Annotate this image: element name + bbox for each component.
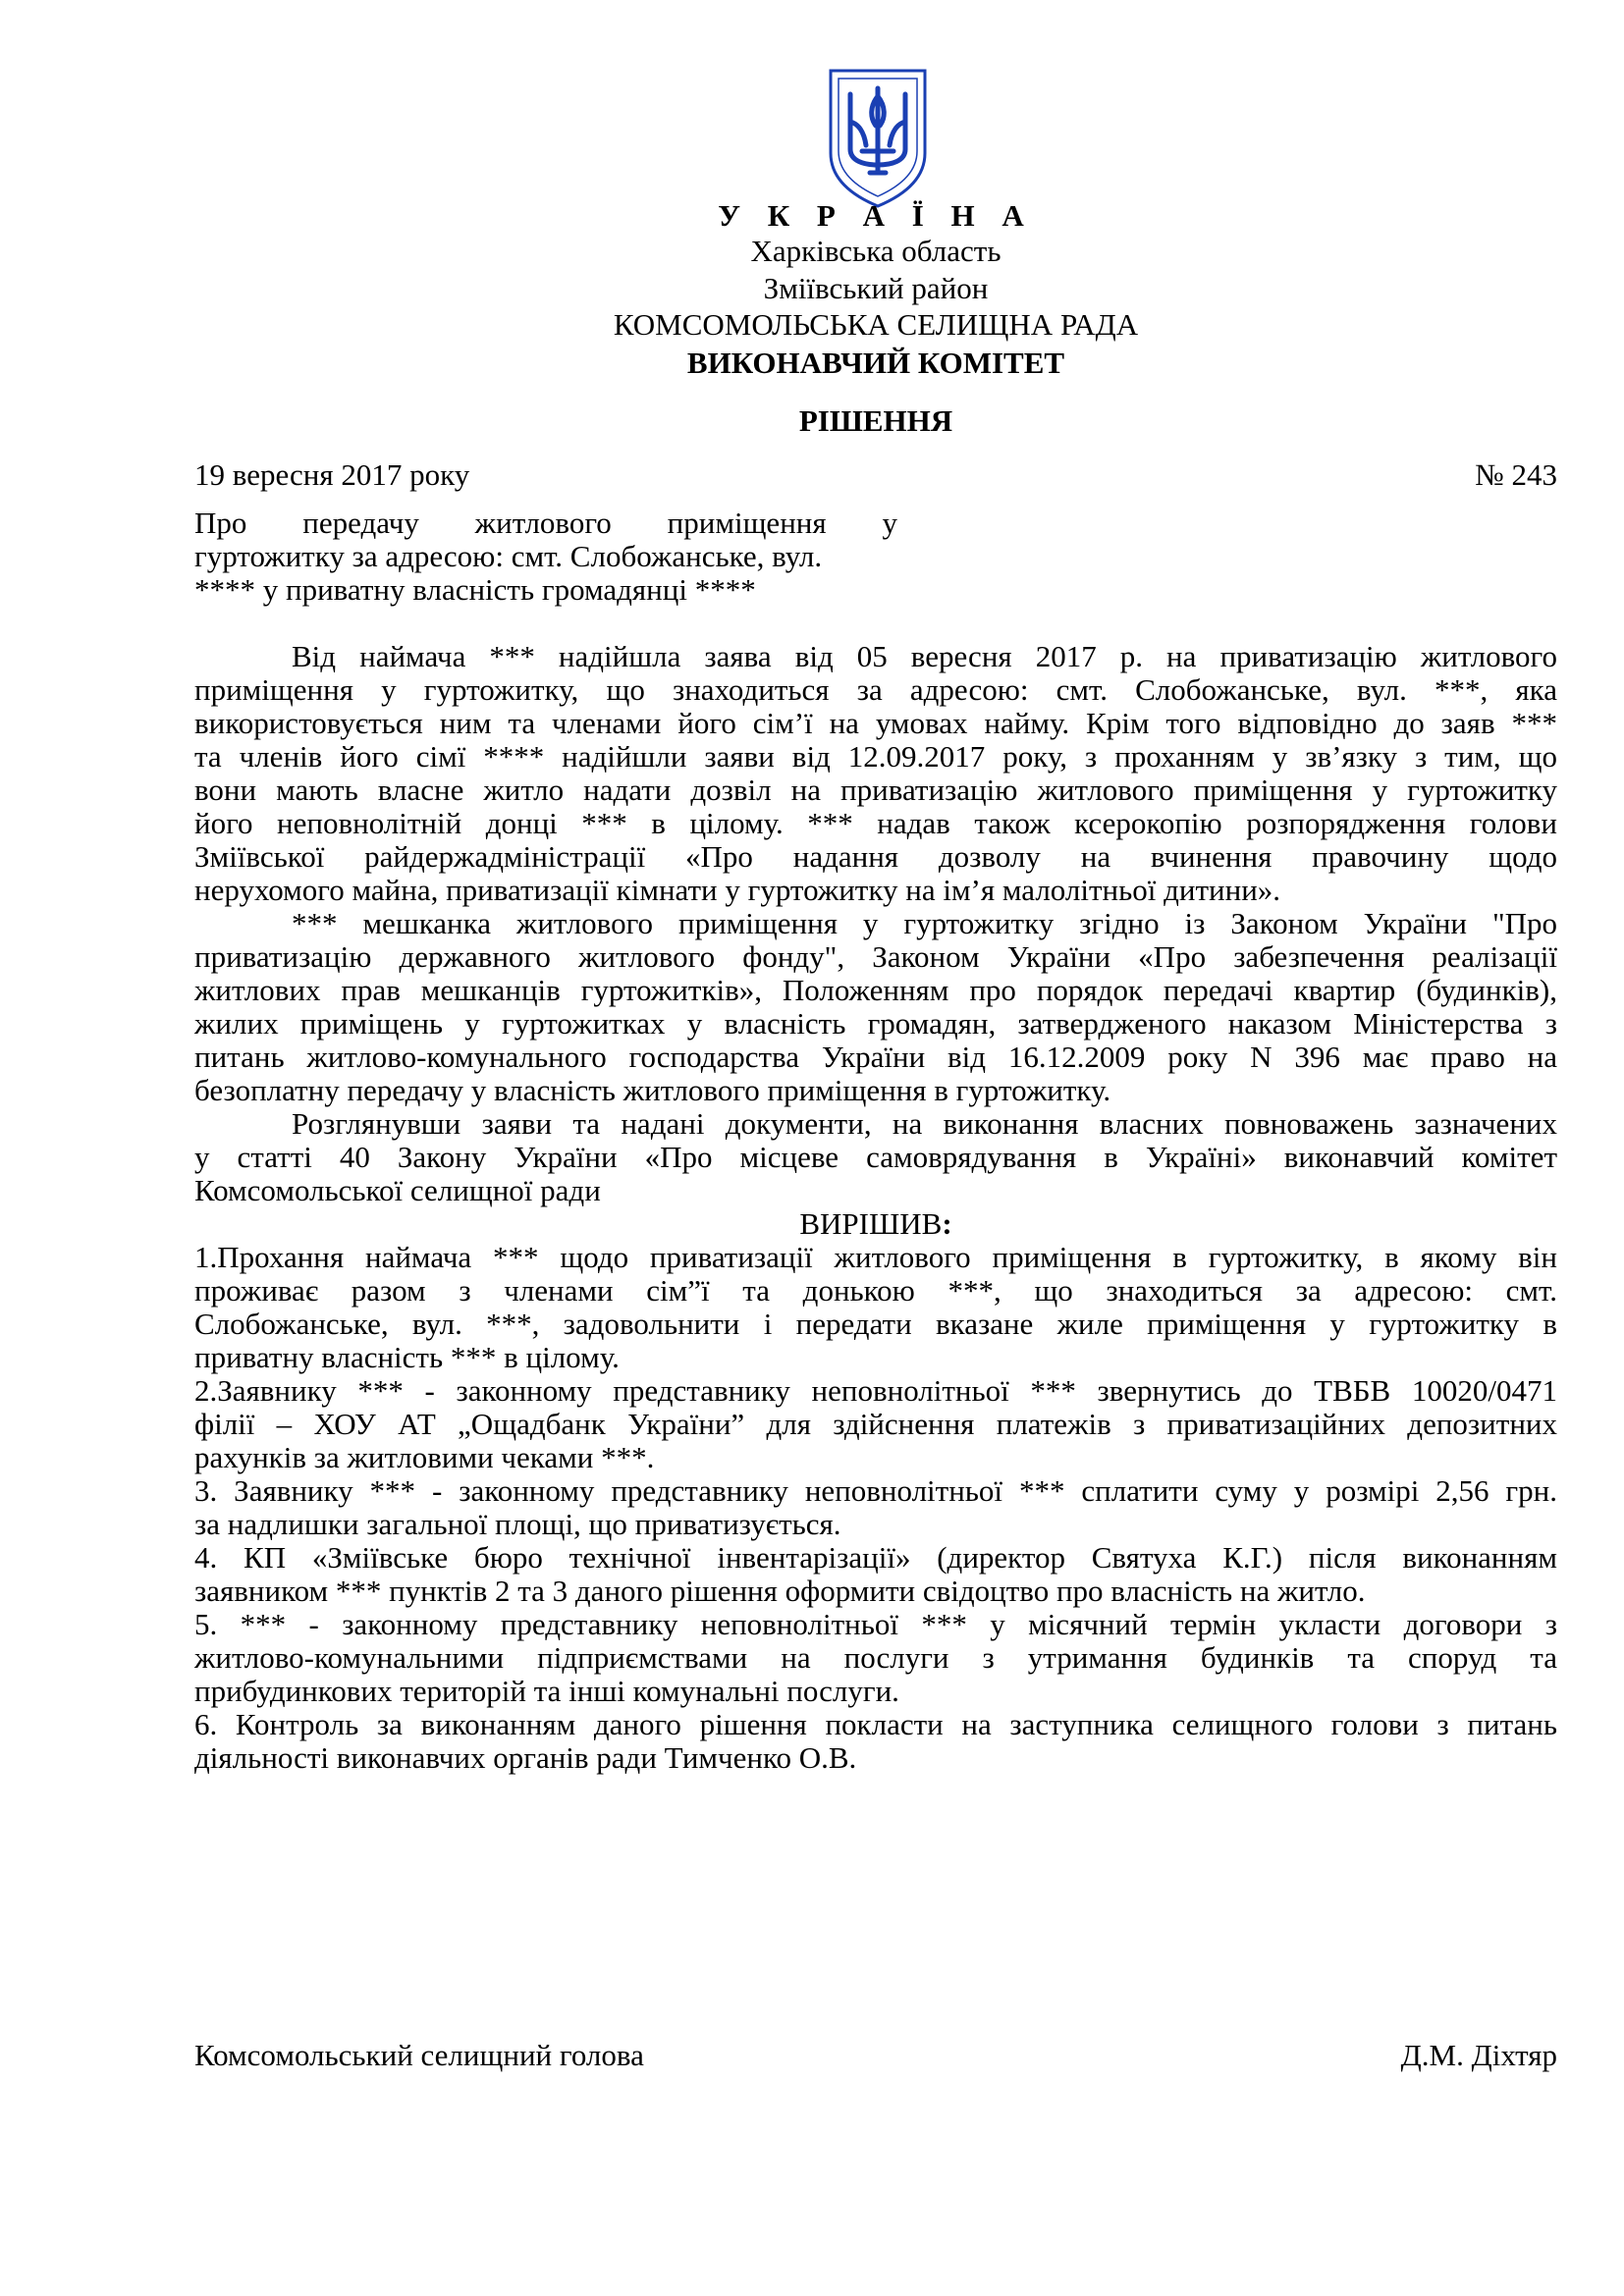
text-line: проживає разом з членами сім”ї та донькою ***, що знаходиться за адресою: смт. [194, 1273, 1557, 1308]
text-line: Комсомольської селищної ради [194, 1173, 601, 1207]
decision-number: № 243 [1475, 457, 1557, 492]
text-line: безоплатну передачу у власність житлового приміщення в гуртожитку. [194, 1073, 1111, 1107]
text-line: Слобожанське, вул. ***, задовольнити і передати вказане жиле приміщення у гуртожитку в [194, 1307, 1557, 1341]
text-line: 5. *** - законному представнику неповнолітньої *** у місячний термін укласти договори з [194, 1607, 1557, 1641]
signatory-name: Д.М. Діхтяр [1400, 2038, 1557, 2072]
text-line: Від наймача *** надійшла заява від 05 вересня 2017 р. на приватизацію житлового [292, 639, 1557, 673]
text-line: використовується ним та членами його сім’ї на умовах найму. Крім того відповідно до заяв *** [194, 706, 1557, 740]
decided-heading [194, 1207, 1557, 1241]
text-line: 6. Контроль за виконанням даного рішення покласти на заступника селищного голови з питань [194, 1707, 1557, 1741]
text-line: за надлишки загальної площі, що приватизується. [194, 1507, 841, 1541]
text-line: заявником *** пунктів 2 та 3 даного рішення оформити свідоцтво про власність на житло. [194, 1574, 1366, 1608]
committee-line: ВИКОНАВЧИЙ КОМІТЕТ [686, 346, 1065, 380]
decision-item-3 [194, 1474, 1557, 1541]
subject-line-2: гуртожитку за адресою: смт. Слобожанське, вул. [194, 539, 823, 573]
text-line: 1.Прохання наймача *** щодо приватизації житлового приміщення в гуртожитку, в якому він [194, 1240, 1557, 1274]
district-line: Зміївський район [763, 271, 989, 305]
text-line: 4. КП «Зміївське бюро технічної інвентарізації» (директор Святуха К.Г.) після виконанням [194, 1540, 1557, 1575]
paragraph-consideration [194, 1107, 1557, 1207]
text-line: його неповнолітній донці *** в цілому. *** надав також ксерокопію розпорядження голови [194, 806, 1557, 840]
subject-line-1: Про передачу житлового приміщення у [194, 506, 897, 540]
text-line: діяльності виконавчих органів ради Тимченко О.В. [194, 1740, 857, 1775]
decision-body [194, 640, 1557, 1775]
ukraine-trident-icon [811, 63, 945, 210]
text-line: у статті 40 Закону України «Про місцеве самоврядування в Україні» виконавчий комітет [194, 1140, 1557, 1174]
text-line: рахунків за житловими чеками ***. [194, 1440, 655, 1474]
signatory-position: Комсомольський селищний голова [194, 2038, 644, 2072]
decision-item-2 [194, 1374, 1557, 1474]
text-line: 2.Заявнику *** - законному представнику неповнолітньої *** звернутись до ТВБВ 10020/0471 [194, 1373, 1557, 1408]
country-heading: У К Р А Ї Н А [718, 198, 1034, 233]
text-line: приватизацію державного житлового фонду", Законом України «Про забезпечення реалізації [194, 939, 1557, 974]
document-type-heading: РІШЕННЯ [798, 403, 953, 438]
text-line: приміщення у гуртожитку, що знаходиться за адресою: смт. Слобожанське, вул. ***, яка [194, 672, 1557, 707]
decision-item-4 [194, 1541, 1557, 1608]
decided-word: ВИРІШИВ [799, 1206, 943, 1241]
subject-line-3: **** у приватну власність громадянці **** [194, 572, 756, 607]
text-line: прибудинкових територій та інші комунальні послуги. [194, 1674, 899, 1708]
text-line: 3. Заявнику *** - законному представнику неповнолітньої *** сплатити суму у розмірі 2,56 грн. [194, 1473, 1557, 1508]
region-line: Харківська область [750, 234, 1001, 268]
text-line: нерухомого майна, приватизації кімнати у гуртожитку на ім’я малолітньої дитини». [194, 873, 1281, 907]
text-line: жилих приміщень у гуртожитках у власність громадян, затвердженого наказом Міністерства з [194, 1006, 1557, 1041]
paragraph-application [194, 640, 1557, 907]
text-line: питань житлово-комунального господарства України від 16.12.2009 року N 396 має право на [194, 1040, 1557, 1074]
text-line: філії – ХОУ АТ „Ощадбанк України” для здійснення платежів з приватизаційних депозитних [194, 1407, 1557, 1441]
paragraph-legal-basis [194, 907, 1557, 1107]
decision-item-1 [194, 1241, 1557, 1374]
decision-subject [194, 507, 897, 607]
text-line: *** мешканка житлового приміщення у гуртожитку згідно із Законом України "Про [292, 906, 1557, 940]
text-line: та членів його сімї **** надійшли заяви від 12.09.2017 року, з проханням у зв’язку з тим, що [194, 739, 1557, 774]
decision-date: 19 вересня 2017 року [194, 457, 470, 492]
text-line: приватну власність *** в цілому. [194, 1340, 620, 1374]
council-line: КОМСОМОЛЬСЬКА СЕЛИЩНА РАДА [613, 307, 1139, 342]
decided-colon: : [942, 1206, 952, 1241]
text-line: житлових прав мешканців гуртожитків», Положенням про порядок передачі квартир (будинків), [194, 973, 1557, 1007]
decision-item-5 [194, 1608, 1557, 1708]
text-line: вони мають власне житло надати дозвіл на приватизацію житлового приміщення у гуртожитку [194, 773, 1557, 807]
text-line: Розглянувши заяви та надані документи, на виконання власних повноважень зазначених [292, 1106, 1557, 1141]
text-line: Зміївської райдержадміністрації «Про надання дозволу на вчинення правочину щодо [194, 839, 1557, 874]
text-line: житлово-комунальними підприємствами на послуги з утримання будинків та споруд та [194, 1640, 1557, 1675]
decision-item-6 [194, 1708, 1557, 1775]
